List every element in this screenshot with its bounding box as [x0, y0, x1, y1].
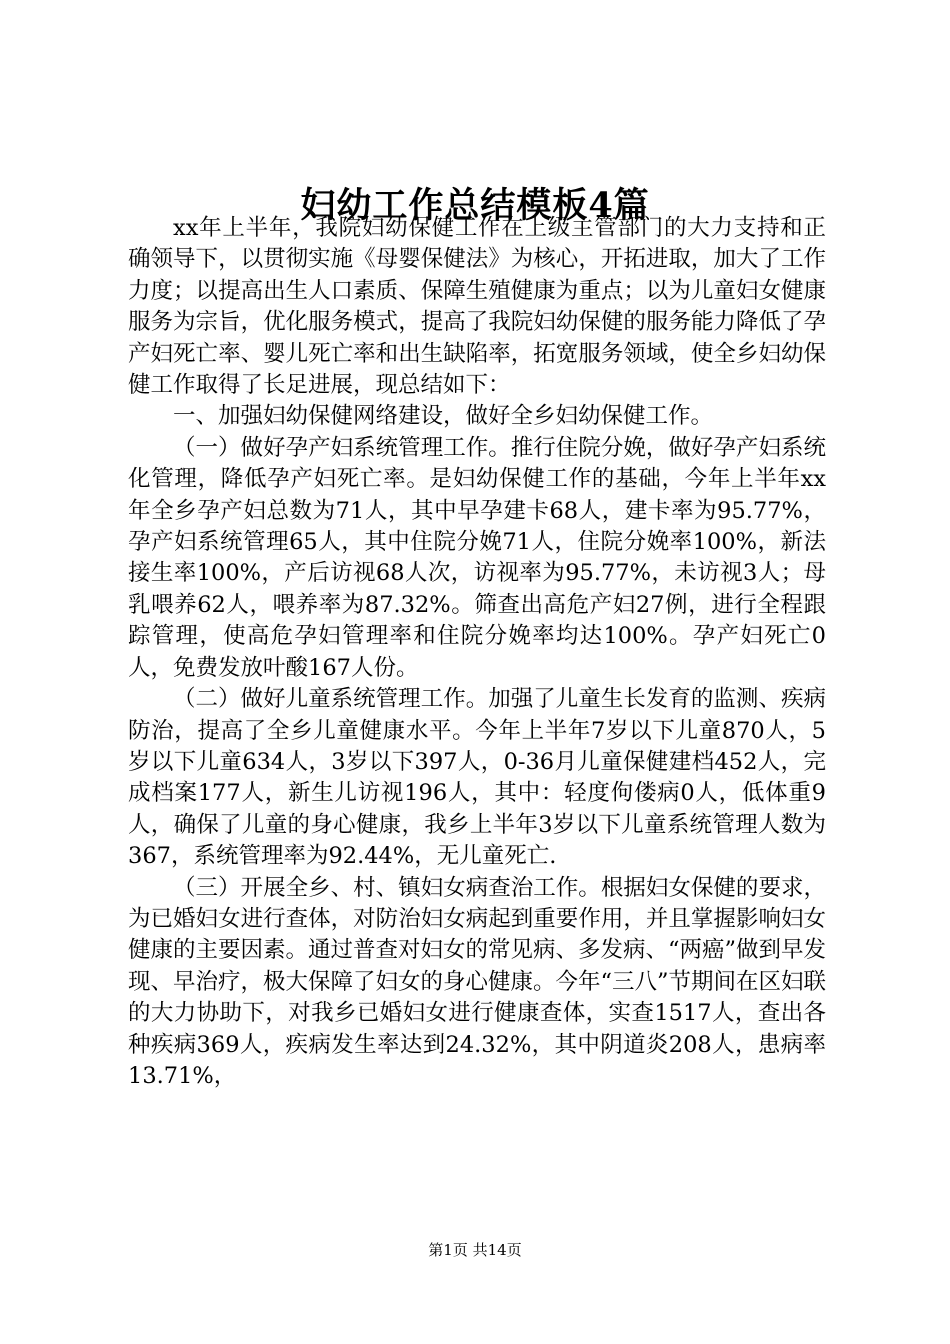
paragraph-child-management: （二）做好儿童系统管理工作。加强了儿童生长发育的监测、疾病防治，提高了全乡儿童健康水平。今年上半年7岁以下儿童870人，5岁以下儿童634人，3岁以下397人，0-36月儿童保健建档452人，完成档案177人，新生儿访视196人，其中：轻度佝偻病0人，低体重9人，确保了儿童的身心健康，我乡上半年3岁以下儿童系统管理人数为367，系统管理率为92.44%，无儿童死亡. [128, 686, 826, 870]
paragraph-maternal-management: （一）做好孕产妇系统管理工作。推行住院分娩，做好孕产妇系统化管理，降低孕产妇死亡率。是妇幼保健工作的基础，今年上半年xx年全乡孕产妇总数为71人，其中早孕建卡68人，建卡率为95.77%，孕产妇系统管理65人，其中住院分娩71人，住院分娩率100%，新法接生率100%，产后访视68人次，访视率为95.77%，未访视3人；母乳喂养62人，喂养率为87.32%。筛查出高危产妇27例，进行全程跟踪管理，使高危孕妇管理率和住院分娩率均达100%。孕产妇死亡0人，免费发放叶酸167人份。 [128, 434, 826, 681]
page-footer: 第1页 共14页 [428, 1241, 522, 1259]
document-body [128, 213, 826, 1092]
paragraph-women-disease-screening: （三）开展全乡、村、镇妇女病查治工作。根据妇女保健的要求，为已婚妇女进行查体，对防治妇女病起到重要作用，并且掌握影响妇女健康的主要因素。通过普查对妇女的常见病、多发病、“两癌”做到早发现、早治疗，极大保障了妇女的身心健康。今年“三八”节期间在区妇联的大力协助下，对我乡已婚妇女进行健康查体，实查1517人，查出各种疾病369人，疾病发生率达到24.32%，其中阴道炎208人，患病率13.71%， [128, 874, 827, 1089]
paragraph-intro: xx年上半年，我院妇幼保健工作在上级主管部门的大力支持和正确领导下，以贯彻实施《母婴保健法》为核心，开拓进取，加大了工作力度；以提高出生人口素质、保障生殖健康为重点；以为儿童妇女健康服务为宗旨，优化服务模式，提高了我院妇幼保健的服务能力降低了孕产妇死亡率、婴儿死亡率和出生缺陷率，拓宽服务领域，使全乡妇幼保健工作取得了长足进展，现总结如下： [128, 215, 826, 399]
document-title: 妇幼工作总结模板4篇 [300, 185, 650, 226]
section-heading-1: 一、加强妇幼保健网络建设，做好全乡妇幼保健工作。 [173, 403, 714, 430]
